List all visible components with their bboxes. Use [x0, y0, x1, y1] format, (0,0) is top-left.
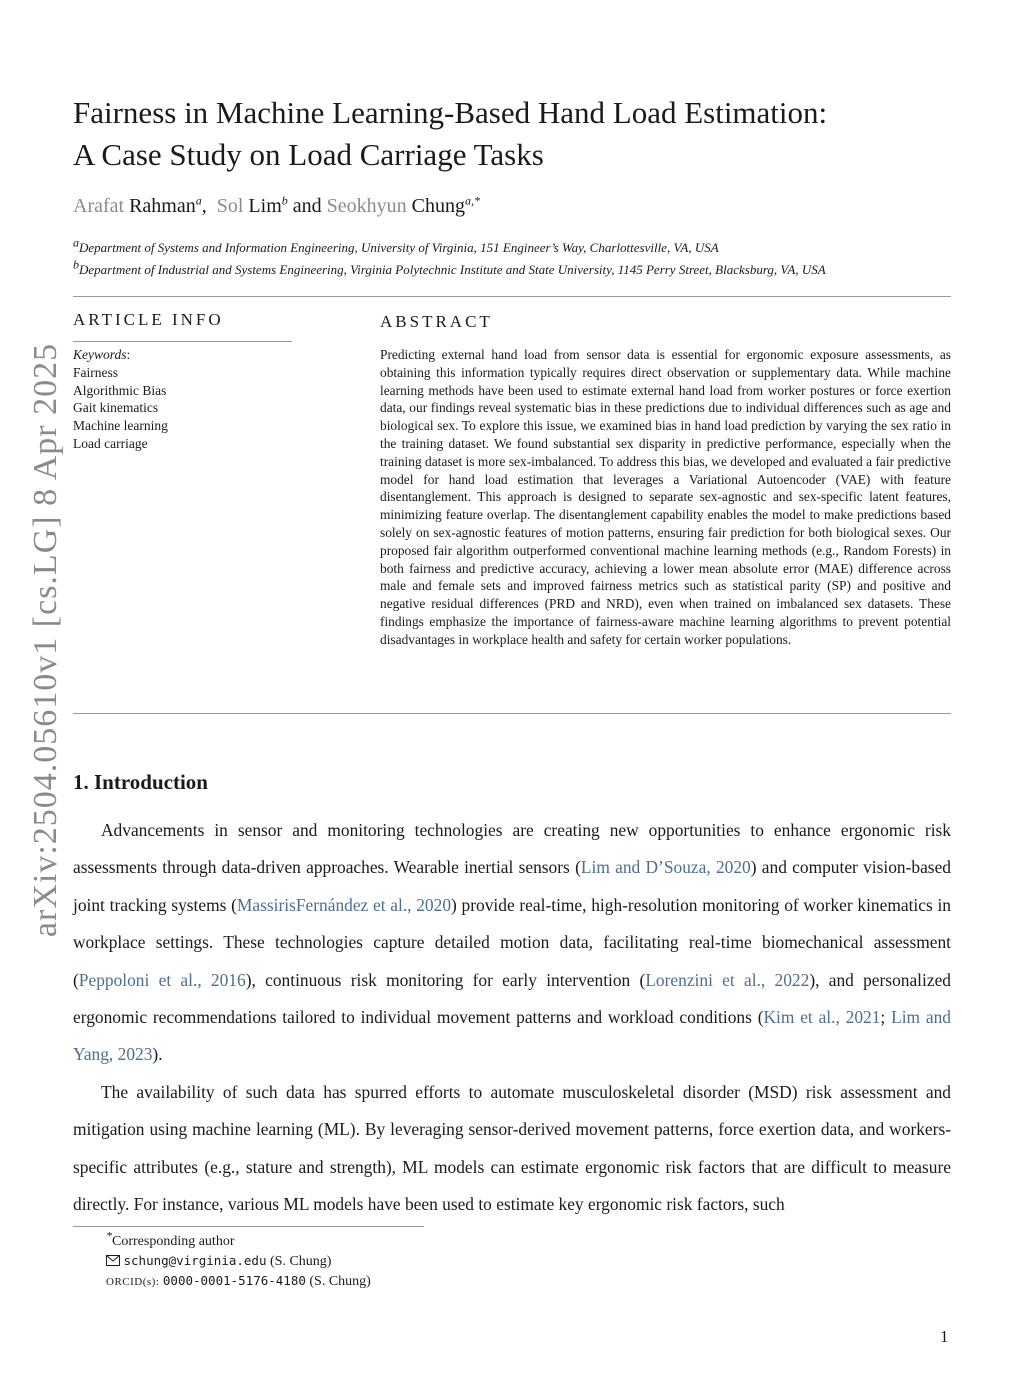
footnote-divider — [73, 1226, 424, 1227]
authors-conjunction: and — [292, 195, 322, 217]
title-line-1: Fairness in Machine Learning-Based Hand Load Estimation: — [73, 95, 828, 130]
keyword-item: Algorithmic Bias — [73, 382, 167, 398]
citation-link[interactable]: Kim et al., 2021 — [763, 1007, 881, 1028]
author-2: Sol Lim$^b$ — [216, 193, 288, 217]
keyword-item: Fairness — [73, 364, 118, 380]
keyword-item: Machine learning — [73, 418, 168, 434]
citation-link[interactable]: Lim and Yang, 2023 — [73, 1007, 951, 1065]
citation-link[interactable]: Peppoloni et al., 2016 — [78, 969, 246, 990]
citation-link[interactable]: Lim and D’Souza, 2020 — [580, 857, 751, 878]
arxiv-identifier: arXiv:2504.05610v1 [cs.LG] 8 Apr 2025 — [27, 342, 64, 938]
article-info-divider — [73, 341, 292, 342]
envelope-icon — [106, 1255, 120, 1266]
paper-title — [73, 92, 973, 176]
author-3: Seokhyun Chung$^{a,*}$ — [326, 193, 480, 217]
keyword-item: Load carriage — [73, 435, 148, 451]
abstract-body: Predicting external hand load from sensor data is essential for ergonomic exposure assessments, as obtaining this information typically requires direct observation or supplementary data. While machine learning methods have been used to estimate external hand load from worker postures or force exertion data, our findings reveal systematic bias in these predictions due to individual differences such as age and biological sex. To explore this issue, we examined bias in hand load prediction by varying the sex ratio in the training dataset. We found substantial sex disparity in predictive performance, especially when the training dataset is more sex-imbalanced. To address this bias, we developed and evaluated a fair predictive model for hand load estimation that leverages a Variational Autoencoder (VAE) with feature disentanglement. This approach is designed to separate sex-agnostic and sex-specific latent features, minimizing feature overlap. The disentanglement capability enables the model to make predictions based solely on sex-agnostic features of motion patterns, ensuring fair prediction for both biological sexes. Our proposed fair algorithm outperformed conventional machine learning methods (e.g., Random Forests) in both fairness and predictive accuracy, achieving a lower mean absolute error (MAE) difference across male and female sets and improved fairness metrics such as statistical parity (SP) and positive and negative residual differences (PRD and NRD), even when trained on imbalanced sex datasets. These findings emphasize the importance of fairness-aware machine learning algorithms to prevent potential disadvantages in workplace health and safety for certain worker populations. — [380, 347, 951, 647]
corresponding-author-note: *Corresponding author — [106, 1228, 235, 1249]
author-1: Arafat Rahman$^a$ — [73, 193, 202, 217]
email-link[interactable]: schung@virginia.edu — [123, 1253, 267, 1268]
citation-link[interactable]: MassirisFernández et al., 2020 — [236, 894, 452, 915]
abstract-divider — [73, 713, 951, 714]
email-line: schung@virginia.edu (S. Chung) — [106, 1251, 371, 1271]
orcid-line: ORCID(s): 0000-0001-5176-4180 (S. Chung) — [106, 1273, 371, 1289]
intro-paragraph-1: Advancements in sensor and monitoring technologies are creating new opportunities to enhance ergonomic risk assessments through data-driven approaches. Wearable inertial sensors (Lim and D’Souza, 2020) and computer vision-based joint tracking systems (MassirisFernández et al., 2020) provide real-time, high-resolution monitoring of worker kinematics in workplace settings. These technologies capture detailed motion data, facilitating real-time biomechanical assessment (Peppoloni et al., 2016), continuous risk monitoring for early intervention (Lorenzini et al., 2022), and personalized ergonomic recommendations tailored to individual movement patterns and workload conditions (Kim et al., 2021; Lim and Yang, 2023). — [73, 820, 951, 1065]
abstract-heading: ABSTRACT — [380, 312, 493, 331]
citation-link[interactable]: Lorenzini et al., 2022 — [645, 969, 810, 990]
keywords-label: Keywords: — [73, 347, 131, 362]
affiliation-a: $^a$Department of Systems and Information Engineering, University of Virginia, 151 Engineer’s Way, Charlottesville, VA, USA — [73, 235, 719, 255]
footnote — [106, 1228, 371, 1292]
keyword-item: Gait kinematics — [73, 400, 159, 416]
header-divider — [73, 296, 951, 297]
title-line-2: A Case Study on Load Carriage Tasks — [73, 137, 544, 172]
intro-paragraph-2: The availability of such data has spurred efforts to automate musculoskeletal disorder (MSD) risk assessment and mitigation using machine learning (ML). By leveraging sensor-derived movement patterns, force exertion data, and workers-specific attributes (e.g., stature and strength), ML models can estimate ergonomic risk factors that are difficult to measure directly. For instance, various ML models have been used to estimate key ergonomic risk factors, such — [73, 1082, 951, 1215]
orcid-label: ORCID(s): — [106, 1276, 160, 1288]
keywords-block — [73, 346, 293, 453]
author-list: Arafat Rahman$^a$, Sol Lim$^b$ and Seokhyun Chung$^{a,*}$ — [73, 193, 480, 217]
page-number: 1 — [940, 1327, 949, 1346]
affiliation-b: $^b$Department of Industrial and Systems Engineering, Virginia Polytechnic Institute and State University, 1145 Perry Street, Blacksburg, VA, USA — [73, 257, 826, 277]
section-heading-introduction: 1. Introduction — [73, 770, 208, 794]
orcid-value: 0000-0001-5176-4180 — [162, 1273, 306, 1288]
article-info-heading: ARTICLE INFO — [73, 310, 224, 329]
